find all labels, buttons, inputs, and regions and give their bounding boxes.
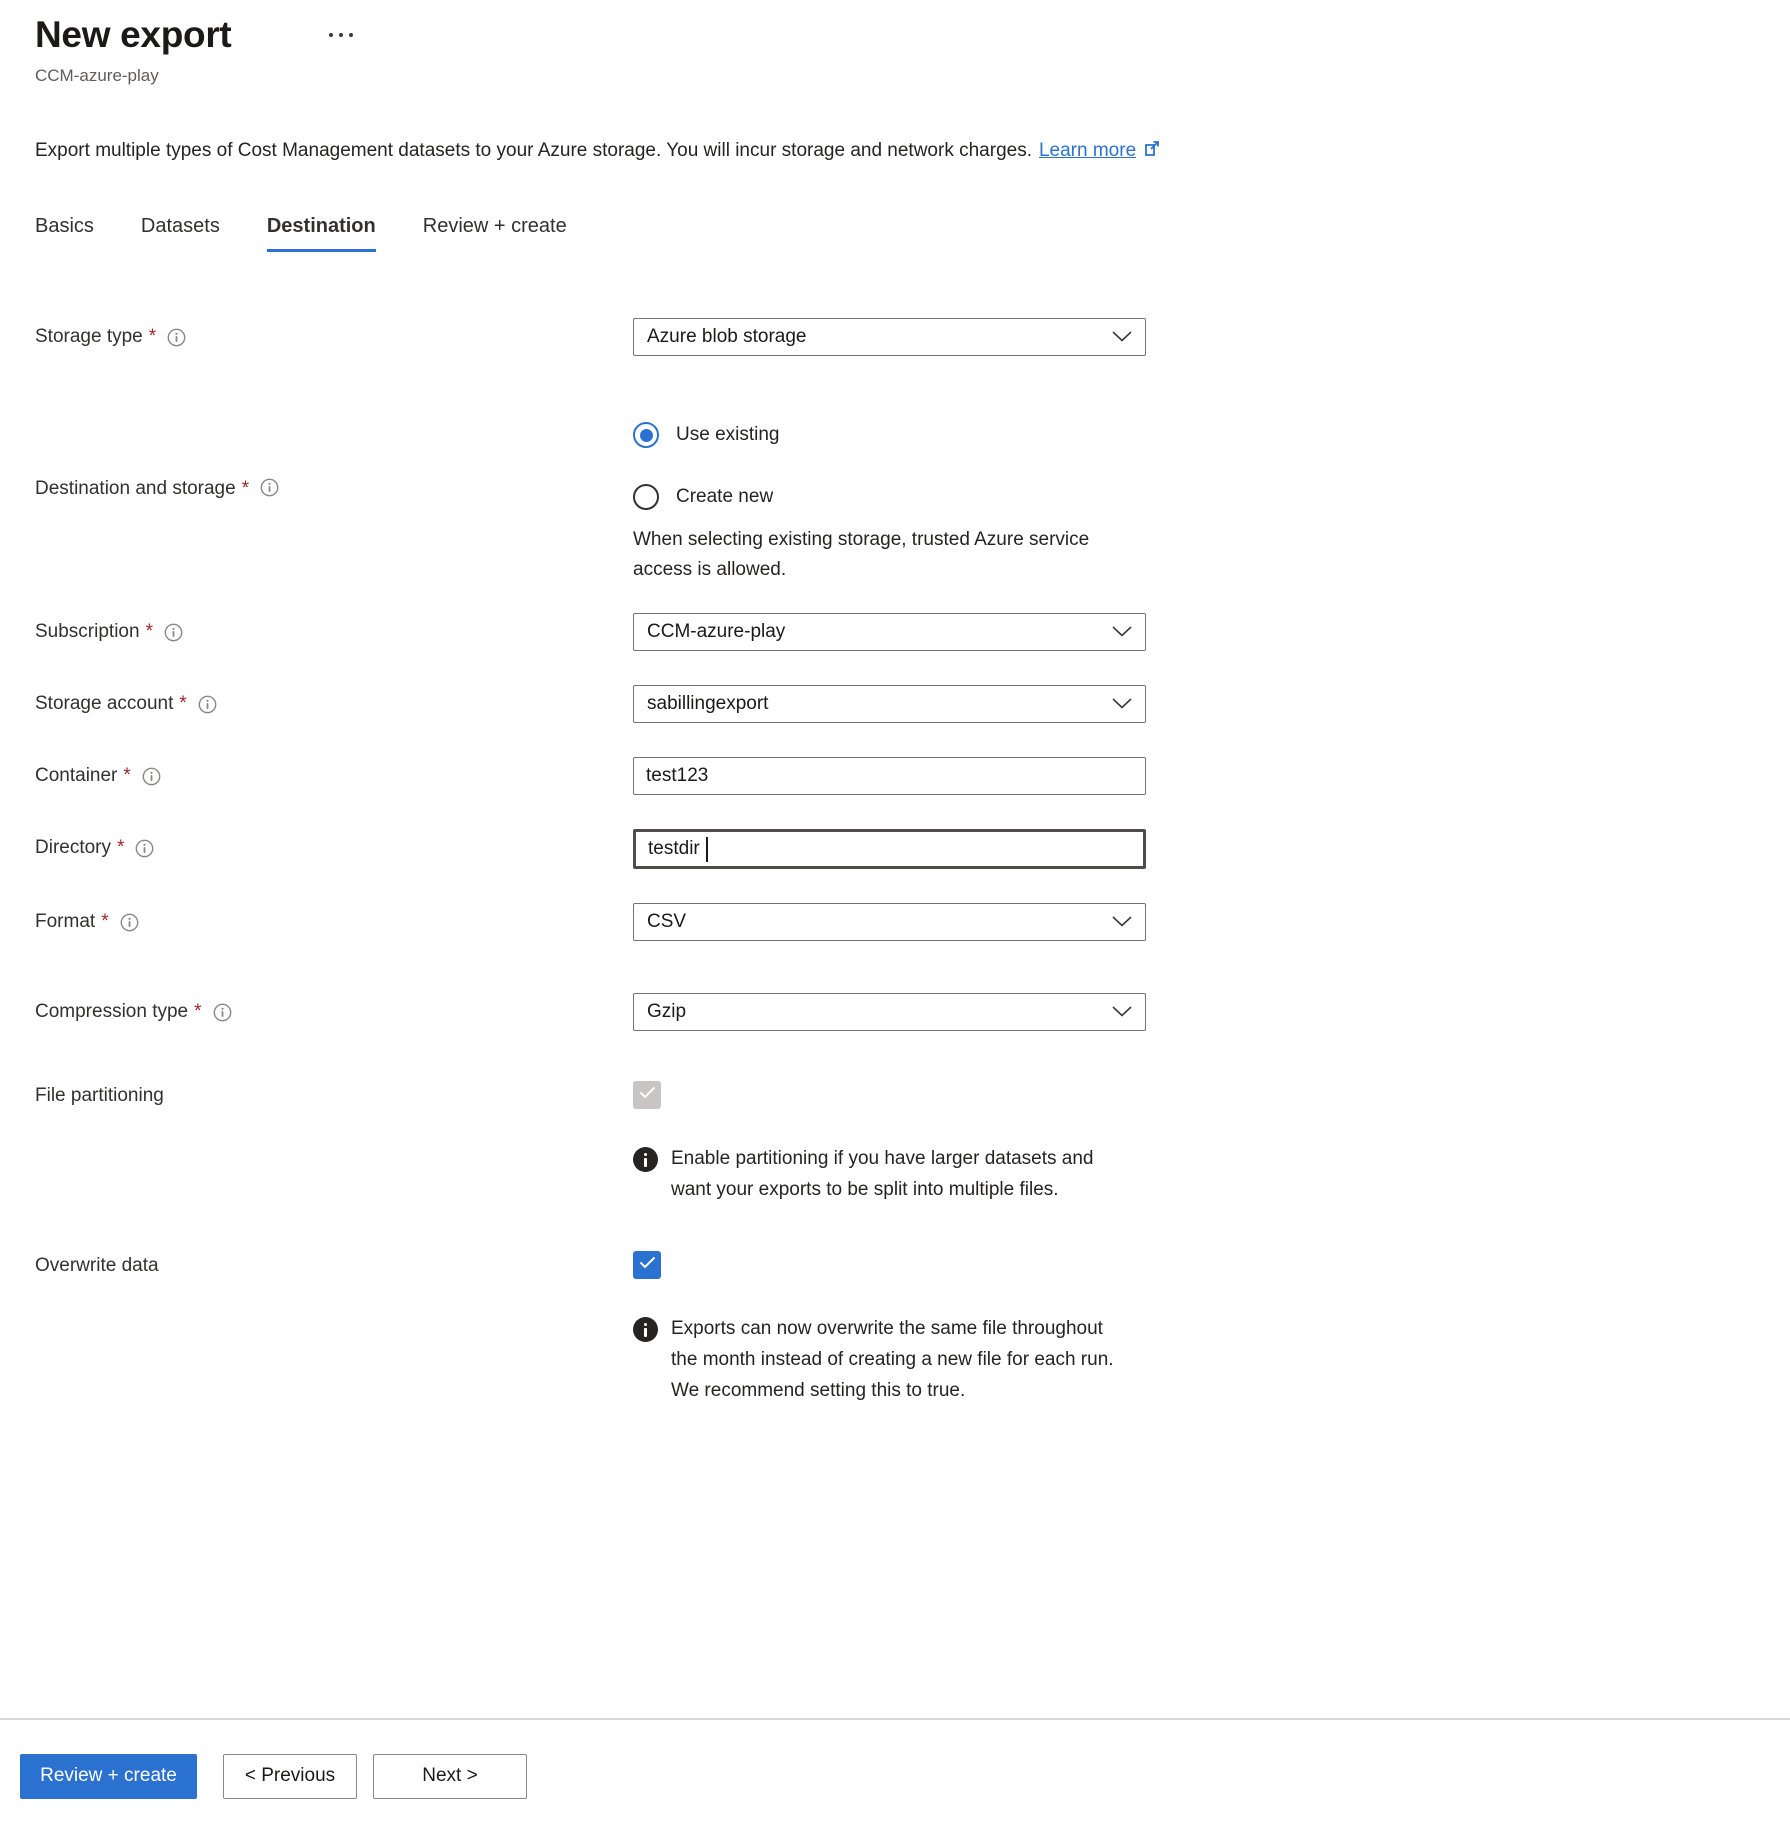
required-asterisk: * bbox=[123, 765, 131, 786]
file-partitioning-label: File partitioning bbox=[35, 1085, 164, 1106]
compression-type-label: Compression type bbox=[35, 1001, 189, 1022]
destination-form bbox=[35, 318, 1755, 1406]
check-icon bbox=[639, 1086, 656, 1104]
chevron-down-icon bbox=[1112, 911, 1132, 933]
file-partitioning-checkbox bbox=[633, 1081, 661, 1109]
learn-more-link[interactable]: Learn more bbox=[1038, 139, 1137, 161]
required-asterisk: * bbox=[241, 478, 250, 499]
info-icon[interactable] bbox=[213, 1003, 232, 1022]
subscription-value: CCM-azure-play bbox=[647, 621, 786, 642]
check-icon bbox=[639, 1256, 656, 1274]
description bbox=[35, 138, 1755, 163]
overwrite-data-row bbox=[35, 1251, 1755, 1279]
info-icon[interactable] bbox=[164, 623, 183, 642]
directory-label: Directory bbox=[35, 837, 112, 858]
review-create-button[interactable]: Review + create bbox=[20, 1754, 197, 1799]
tab-destination[interactable]: Destination bbox=[267, 215, 376, 252]
format-value: CSV bbox=[647, 911, 687, 932]
more-options-icon[interactable] bbox=[323, 27, 359, 43]
file-partitioning-note-text: Enable partitioning if you have larger datasets and want your exports to be split into multiple files. bbox=[671, 1148, 1094, 1200]
required-asterisk: * bbox=[101, 911, 109, 932]
header bbox=[35, 14, 1755, 56]
footer-bar bbox=[0, 1718, 1790, 1832]
required-asterisk: * bbox=[148, 326, 157, 347]
format-label: Format bbox=[35, 911, 96, 932]
info-icon[interactable] bbox=[142, 767, 161, 786]
container-row bbox=[35, 757, 1755, 795]
radio-unselected-icon bbox=[633, 484, 659, 510]
storage-type-row bbox=[35, 318, 1755, 356]
directory-row bbox=[35, 829, 1755, 869]
page-title: New export bbox=[35, 14, 232, 55]
destination-storage-note: When selecting existing storage, trusted Azure service access is allowed. bbox=[633, 529, 1090, 580]
format-select[interactable] bbox=[633, 903, 1146, 941]
info-icon[interactable] bbox=[135, 839, 154, 858]
destination-storage-label: Destination and storage bbox=[35, 478, 236, 499]
storage-type-label: Storage type bbox=[35, 326, 143, 347]
storage-type-value: Azure blob storage bbox=[647, 326, 807, 347]
storage-type-select[interactable] bbox=[633, 318, 1146, 356]
overwrite-data-note-text: Exports can now overwrite the same file throughout the month instead of creating a new file for each run. We recommend setting this to true. bbox=[671, 1318, 1114, 1401]
subscription-label: Subscription bbox=[35, 621, 140, 642]
chevron-down-icon bbox=[1112, 621, 1132, 643]
container-label: Container bbox=[35, 765, 118, 786]
required-asterisk: * bbox=[145, 621, 153, 642]
file-partitioning-note bbox=[633, 1143, 1123, 1205]
tab-review-create[interactable]: Review + create bbox=[422, 215, 567, 237]
format-row bbox=[35, 903, 1755, 941]
info-filled-icon bbox=[633, 1317, 658, 1342]
description-text: Export multiple types of Cost Management datasets to your Azure storage. You will incur storage and network charges. bbox=[35, 139, 1032, 161]
required-asterisk: * bbox=[117, 837, 125, 858]
info-icon[interactable] bbox=[167, 328, 186, 347]
required-asterisk: * bbox=[179, 693, 187, 714]
storage-account-label: Storage account bbox=[35, 693, 174, 714]
info-icon[interactable] bbox=[260, 478, 279, 497]
file-partitioning-row bbox=[35, 1081, 1755, 1109]
compression-type-value: Gzip bbox=[647, 1001, 687, 1022]
container-input[interactable] bbox=[633, 757, 1146, 795]
info-icon[interactable] bbox=[198, 695, 217, 714]
previous-button[interactable]: < Previous bbox=[223, 1754, 357, 1799]
next-button[interactable]: Next > bbox=[373, 1754, 527, 1799]
storage-account-value: sabillingexport bbox=[647, 693, 769, 714]
subscription-row bbox=[35, 613, 1755, 651]
overwrite-data-label: Overwrite data bbox=[35, 1255, 159, 1276]
radio-selected-icon bbox=[633, 422, 659, 448]
destination-storage-row bbox=[35, 420, 1755, 585]
chevron-down-icon bbox=[1112, 1001, 1132, 1023]
radio-use-existing[interactable] bbox=[633, 420, 1153, 450]
radio-create-new[interactable] bbox=[633, 482, 1153, 512]
chevron-down-icon bbox=[1112, 326, 1132, 348]
overwrite-data-note bbox=[633, 1313, 1123, 1406]
radio-create-new-label: Create new bbox=[676, 486, 774, 507]
tab-datasets[interactable]: Datasets bbox=[140, 215, 220, 237]
tab-basics[interactable]: Basics bbox=[35, 215, 94, 237]
compression-type-row bbox=[35, 993, 1755, 1031]
storage-account-select[interactable] bbox=[633, 685, 1146, 723]
page-subtitle: CCM-azure-play bbox=[35, 66, 159, 85]
storage-account-row bbox=[35, 685, 1755, 723]
directory-input[interactable] bbox=[633, 829, 1146, 869]
compression-type-select[interactable] bbox=[633, 993, 1146, 1031]
info-filled-icon bbox=[633, 1147, 658, 1172]
overwrite-data-checkbox[interactable] bbox=[633, 1251, 661, 1279]
required-asterisk: * bbox=[194, 1001, 202, 1022]
subscription-select[interactable] bbox=[633, 613, 1146, 651]
tab-bar bbox=[35, 215, 1755, 252]
info-icon[interactable] bbox=[120, 913, 139, 932]
radio-use-existing-label: Use existing bbox=[676, 424, 780, 445]
external-link-icon bbox=[1143, 139, 1162, 164]
text-cursor bbox=[706, 837, 708, 862]
chevron-down-icon bbox=[1112, 693, 1132, 715]
